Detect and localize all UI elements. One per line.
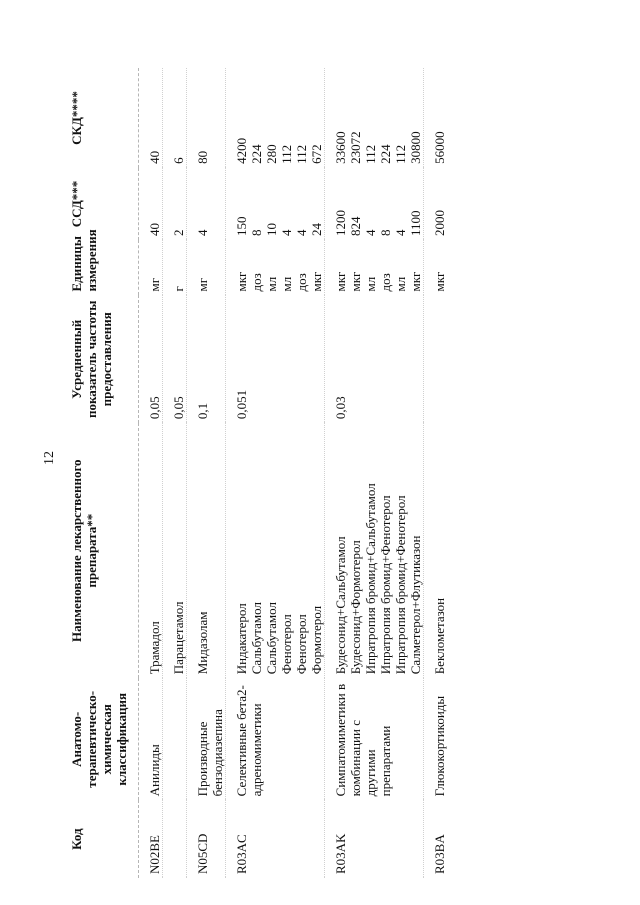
drug-name: Ипратропия бромид+Сальбутамол [362,483,378,675]
header-code: Код [66,800,138,878]
unit-value-cell [423,240,447,295]
skd-value-cell [186,68,225,168]
ssd-value: 8 [248,229,264,237]
skd-value-cell [324,68,423,168]
table-row [186,68,225,878]
ssd-value: 2 [170,229,186,237]
drug-name: Будесонид+Формотерол [347,540,363,675]
drug-name: Формотерол [308,605,324,675]
ssd-value: 4 [362,229,378,237]
page-number: 12 [42,451,57,465]
drug-name: Беклометазон [431,597,447,675]
table-row [162,68,186,878]
unit-value: мкг [431,271,447,292]
drug-table [66,68,447,878]
drug-name: Ипратропия бромид+Фенотерол [377,495,393,675]
frequency-value: 0,03 [324,296,423,424]
unit-value-cell [138,240,162,295]
skd-value-cell [162,68,186,168]
ssd-value: 8 [377,229,393,237]
ssd-value: 2000 [431,210,447,237]
table-header-row [66,68,138,878]
header-frequency: Усредненный показатель частоты предоставления [66,296,138,424]
drug-name: Ипратропия бромид+Фенотерол [392,495,408,675]
ssd-value-cell [225,168,324,240]
drug-name-cell [324,423,423,678]
drug-name: Сальбутамол [263,602,279,675]
drug-name: Парацетамол [170,601,186,675]
header-skd: СКД**** [66,68,138,168]
unit-value-cell [186,240,225,295]
skd-value: 112 [392,144,408,164]
drug-name: Индакатерол [233,603,249,675]
table-row [138,68,162,878]
atc-classification: Глюкокортикоиды [423,678,447,800]
table-row [324,68,423,878]
unit-value: мг [194,277,210,292]
ssd-value: 4 [194,229,210,237]
ssd-value: 824 [347,216,363,237]
atc-classification: Симпатомиметики в комбинации с другими препаратами [324,678,423,800]
atc-classification: Селективные бета2-адреномиметики [225,678,324,800]
skd-value: 6 [170,157,186,164]
skd-value: 4200 [233,137,249,164]
ssd-value: 10 [263,223,279,237]
unit-value: мл [362,276,378,292]
table-row [225,68,324,878]
drug-name-cell [423,423,447,678]
unit-value: мл [278,276,294,292]
unit-value: мкг [308,271,324,292]
frequency-value: 0,05 [138,296,162,424]
ssd-value: 1100 [407,210,423,237]
drug-name-cell [162,423,186,678]
skd-value: 224 [248,144,264,164]
drug-name: Мидазолам [194,611,210,675]
unit-value: доз [377,273,393,292]
unit-value: мкг [233,271,249,292]
skd-value: 112 [278,144,294,164]
ssd-value-cell [138,168,162,240]
skd-value: 80 [194,150,210,164]
unit-value-cell [324,240,423,295]
frequency-value [423,296,447,424]
atc-code: N02BE [138,800,162,878]
unit-value: мкг [347,271,363,292]
ssd-value-cell [162,168,186,240]
ssd-value: 1200 [332,210,348,237]
ssd-value: 4 [293,229,309,237]
header-unit: Единицы измерения [66,240,138,295]
unit-value: мг [146,277,162,292]
unit-value-cell [162,240,186,295]
frequency-value: 0,051 [225,296,324,424]
drug-name: Фенотерол [293,614,309,675]
atc-code: N05CD [186,800,225,878]
ssd-value: 24 [308,223,324,237]
skd-value: 23072 [347,131,363,164]
atc-classification: Анилиды [138,678,162,800]
atc-classification: Производные бензодиазепина [186,678,225,800]
skd-value: 224 [377,144,393,164]
atc-code: R03AC [225,800,324,878]
drug-name: Будесонид+Сальбутамол [332,536,348,675]
ssd-value: 40 [146,223,162,237]
drug-name: Сальбутамол [248,602,264,675]
unit-value: доз [248,273,264,292]
skd-value: 33600 [332,131,348,164]
drug-name: Салметерол+Флутиказон [407,535,423,675]
skd-value: 280 [263,144,279,164]
ssd-value: 4 [278,229,294,237]
table-body [138,68,447,878]
table-row [423,68,447,878]
atc-code: R03AK [324,800,423,878]
skd-value: 40 [146,150,162,164]
header-drug: Наименование лекарственного препарата** [66,423,138,678]
atc-code: R03BA [423,800,447,878]
unit-value: мкг [332,271,348,292]
frequency-value: 0,05 [162,296,186,424]
rotated-page-content [66,68,606,878]
unit-value: мл [263,276,279,292]
skd-value: 30800 [407,131,423,164]
atc-classification [162,678,186,800]
frequency-value: 0,1 [186,296,225,424]
ssd-value-cell [324,168,423,240]
header-classification: Анатомо-терапевтическо-химическая классификация [66,678,138,800]
skd-value: 672 [308,144,324,164]
skd-value: 112 [293,144,309,164]
ssd-value: 4 [392,229,408,237]
drug-name-cell [186,423,225,678]
skd-value: 112 [362,144,378,164]
skd-value-cell [138,68,162,168]
unit-value: мл [392,276,408,292]
unit-value: доз [293,273,309,292]
skd-value-cell [225,68,324,168]
drug-name-cell [225,423,324,678]
skd-value-cell [423,68,447,168]
drug-name: Фенотерол [278,614,294,675]
header-ssd: ССД*** [66,168,138,240]
unit-value: г [170,286,186,292]
unit-value: мкг [407,271,423,292]
ssd-value-cell [186,168,225,240]
ssd-value: 150 [233,216,249,237]
drug-name-cell [138,423,162,678]
skd-value: 56000 [431,131,447,164]
unit-value-cell [225,240,324,295]
drug-name: Трамадол [146,621,162,675]
atc-code [162,800,186,878]
ssd-value-cell [423,168,447,240]
